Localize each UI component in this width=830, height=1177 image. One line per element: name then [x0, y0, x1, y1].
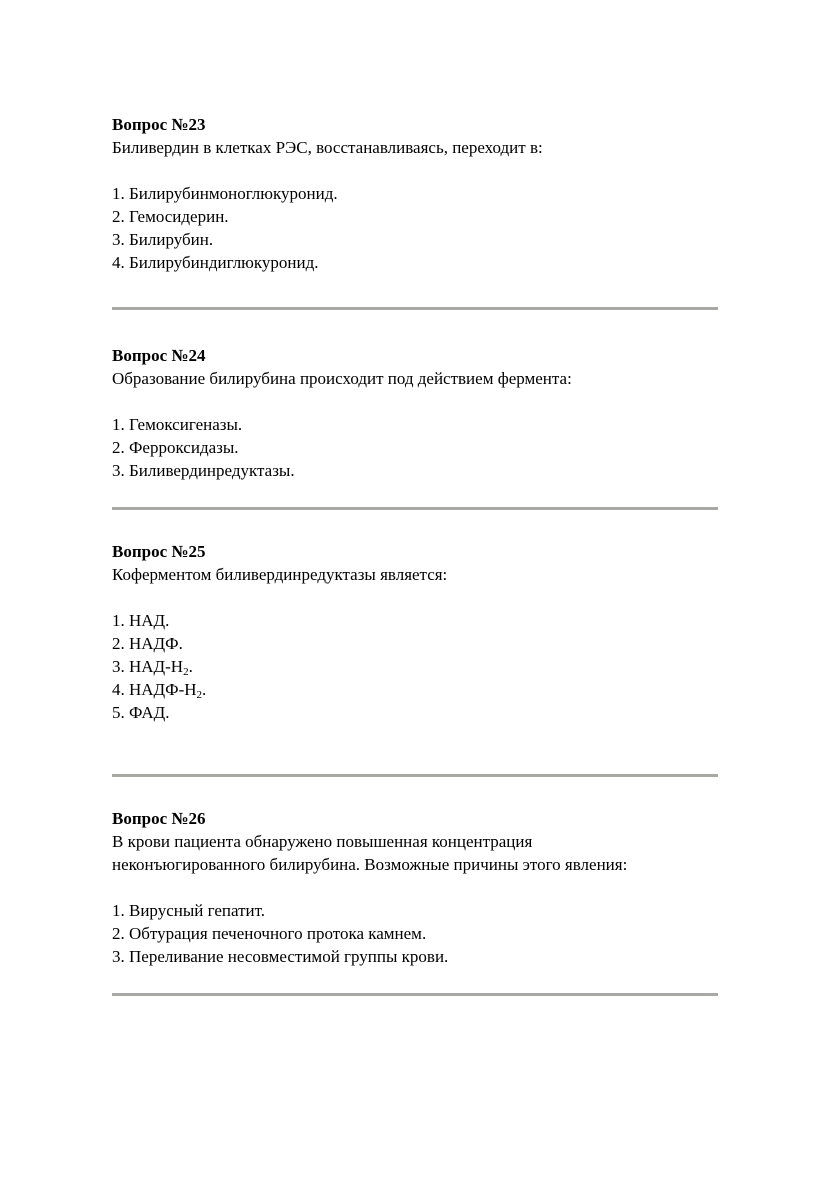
- question-title: Вопрос №24: [112, 346, 206, 365]
- answer-options: [112, 609, 718, 724]
- answer-option: [112, 678, 718, 701]
- answer-option: 2. Ферроксидазы.: [112, 438, 239, 457]
- question-text: Коферментом биливердинредуктазы является:: [112, 565, 448, 584]
- question-26: [112, 807, 718, 966]
- question-text-line: В крови пациента обнаружено повышенная концентрация: [112, 832, 533, 851]
- option-suffix: .: [188, 657, 193, 676]
- answer-option: 3. Переливание несовместимой группы крови.: [112, 947, 449, 966]
- answer-option: 2. НАДФ.: [112, 634, 183, 653]
- section-divider: [112, 993, 718, 996]
- answer-option: 5. ФАД.: [112, 703, 170, 722]
- answer-option: 4. Билирубиндиглюкуронид.: [112, 253, 319, 272]
- question-text-line: неконъюгированного билирубина. Возможные причины этого явления:: [112, 855, 628, 874]
- document-page: [112, 113, 718, 996]
- option-text: 3. НАД-Н: [112, 657, 184, 676]
- answer-option: 2. Обтурация печеночного протока камнем.: [112, 924, 427, 943]
- question-title: Вопрос №26: [112, 809, 206, 828]
- answer-option: 3. Билирубин.: [112, 230, 214, 249]
- question-24: [112, 344, 718, 480]
- question-25: [112, 540, 718, 736]
- answer-option: 3. Биливердинредуктазы.: [112, 461, 295, 480]
- subscript: 2: [183, 666, 189, 678]
- answer-options: [112, 182, 718, 274]
- answer-option: [112, 655, 718, 678]
- option-suffix: .: [202, 680, 207, 699]
- subscript: 2: [196, 689, 203, 701]
- question-text: Образование билирубина происходит под действием фермента:: [112, 369, 572, 388]
- answer-option: 1. НАД.: [112, 611, 170, 630]
- answer-option: 2. Гемосидерин.: [112, 207, 229, 226]
- option-text: 4. НАДФ-Н: [112, 680, 197, 699]
- answer-option: 1. Билирубинмоноглюкуронид.: [112, 184, 338, 203]
- question-title: Вопрос №25: [112, 542, 206, 561]
- answer-option: 1. Вирусный гепатит.: [112, 901, 266, 920]
- question-text: Биливердин в клетках РЭС, восстанавливаясь, переходит в:: [112, 138, 543, 157]
- question-23: [112, 113, 718, 272]
- question-title: Вопрос №23: [112, 115, 206, 134]
- answer-option: 1. Гемоксигеназы.: [112, 415, 243, 434]
